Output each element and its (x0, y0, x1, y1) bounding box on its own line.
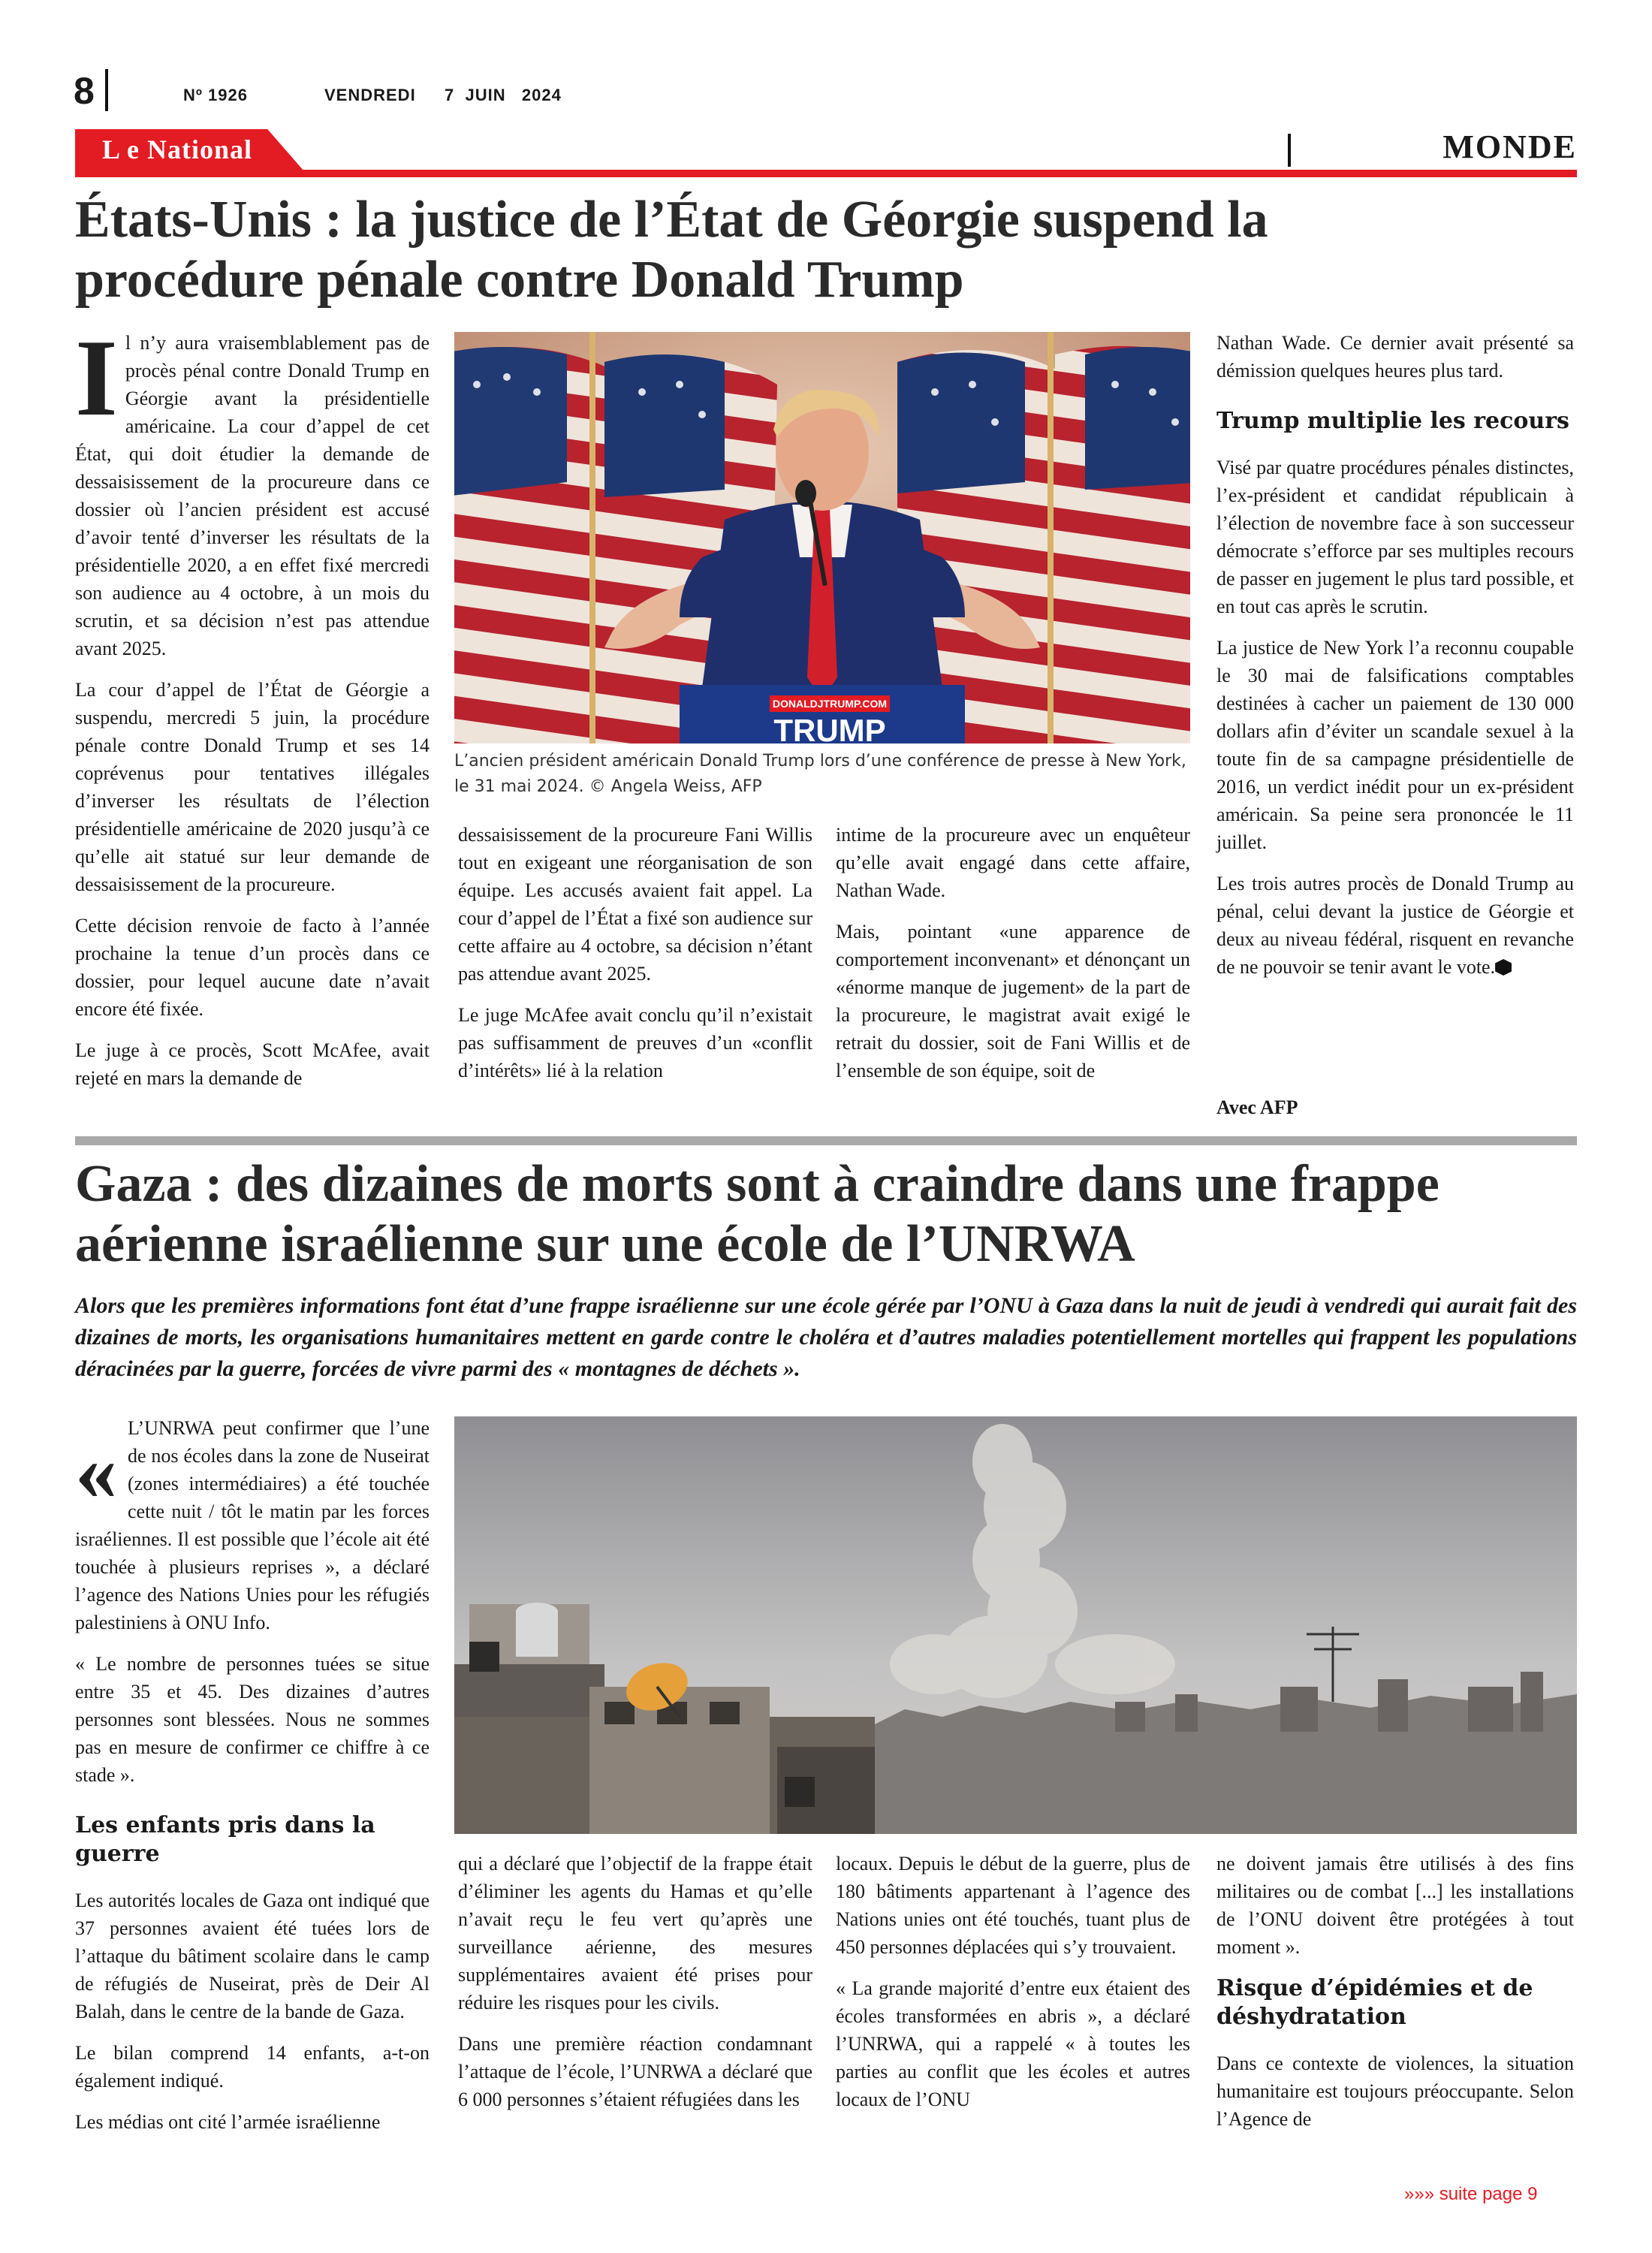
article1-c2-paragraph-1: dessaisissement de la procureure Fani Willis tout en exigeant une réorganisation de son équipe. Les accusés avaient fait appel. La cour d’appel de l’État a fixé son audience sur cette affaire au 4 octobre, sa décision n’étant pas attendue avant 2025. (458, 824, 812, 985)
article1-paragraph-1 (75, 317, 430, 662)
quote-cap: « (75, 1425, 117, 1518)
article1-c3-paragraph-2: Mais, pointant «une apparence de comportement inconvenant» et dénonçant un «énorme manque de jugement» de la part de la procureure, le magistrat avait exigé le retrait du dossier, soit de Fani Willis et de l’ensemble de son équipe, soit de (836, 921, 1190, 1081)
article2-paragraph-4: Le bilan comprend 14 enfants, a-t-on également indiqué. (75, 2042, 430, 2092)
page-number: 8 (74, 70, 95, 112)
article1-paragraph-4: Le juge à ce procès, Scott McAfee, avait rejeté en mars la demande de (75, 1039, 430, 1089)
article1-column-3 (836, 821, 1190, 1098)
article1-c4-paragraph-2: Visé par quatre procédures pénales distinctes, l’ex-président et candidat républicain à l’élection de novembre face à son successeur démocrate s’efforce par ses multiples recours de passer en jugement le plus tard possible, et en tout cas après le scrutin. (1216, 457, 1574, 617)
trump-photo-illustration (454, 332, 1190, 743)
article2-subhead-1: Les enfants pris dans la guerre (75, 1812, 375, 1867)
article1-paragraph-3: Cette décision renvoie de facto à l’année prochaine la tenue d’un procès dans ce dossier, pour lequel aucune date n’avait encore été fixée. (75, 915, 430, 1020)
article1-paragraph-1-text: l n’y aura vraisemblablement pas de procès pénal contre Donald Trump en Géorgie avant la présidentielle américaine. La cour d’appel de cet État, qui doit étudier la demande de dessaisissement de la procureure dans ce dossier où l’ancien président est accusé d’avoir tenté d’inverser les résultats de la présidentielle 2020, a en effet fixé mercredi son audience au 4 octobre, à un mois du scrutin, et sa décision n’est pas attendue avant 2025. (75, 332, 430, 659)
article2-paragraph-1 (75, 1414, 430, 1636)
article2-column-3 (836, 1850, 1190, 2127)
podium-name: TRUMP (773, 713, 886, 743)
article1-c3-paragraph-1: intime de la procureure avec un enquêteur qu’elle avait engagé dans cette affaire, Nathan Wade. (836, 824, 1190, 901)
header-rule (75, 170, 1577, 177)
article2-c3-paragraph-2: « La grande majorité d’entre eux étaient des écoles transformées en abris », a déclaré l’UNRWA, qui a rappelé « à toutes les parties au conflit que les écoles et autres locaux de l’ONU (836, 1977, 1190, 2110)
article1-column-4 (1216, 329, 1574, 994)
article2-c4-paragraph-1: ne doivent jamais être utilisés à des fins militaires ou de combat [...] les installations de l’ONU doivent être protégées à tout moment ». (1216, 1853, 1574, 1958)
gaza-photo-illustration (454, 1416, 1577, 1834)
article1-c4-paragraph-3: La justice de New York l’a reconnu coupable le 30 mai de falsifications comptables destinées à cacher un paiement de 130 000 dollars afin d’éviter un scandale sexuel à la toute fin de sa campagne présidentielle de 2016, un verdict inédit pour un ex-président américain. Sa peine sera prononcée le 11 juillet. (1216, 637, 1574, 853)
trump-press-conference-photo (454, 332, 1190, 743)
drop-cap: I (75, 317, 118, 439)
article1-paragraph-2: La cour d’appel de l’État de Géorgie a suspendu, mercredi 5 juin, la procédure pénale contre Donald Trump et ses 14 coprévenus pour tentatives illégales d’inverser les résultats de l’élection présidentielle américaine de 2020 jusqu’à ce qu’elle ait statué sur leur demande de dessaisissement de la procureure. (75, 679, 430, 895)
article2-column-2 (458, 1850, 812, 2127)
article1-column-2 (458, 821, 812, 1098)
article2-paragraph-3: Les autorités locales de Gaza ont indiqué que 37 personnes avaient été tuées lors de l’attaque du bâtiment scolaire dans le camp de réfugiés de Nuseirat, près de Deir Al Balah, dans le centre de la bande de Gaza. (75, 1890, 430, 2022)
issue-number: Nº 1926 (183, 86, 248, 104)
article1-headline-line1: États-Unis : la justice de l’État de Géorgie suspend la (75, 191, 1268, 249)
issue-date: 7 JUIN 2024 (445, 86, 562, 104)
podium-url: DONALDJTRUMP.COM (772, 698, 888, 710)
article1-headline-line2: procédure pénale contre Donald Trump (75, 251, 964, 309)
article1-c4-paragraph-1: Nathan Wade. Ce dernier avait présenté sa démission quelques heures plus tard. (1216, 332, 1574, 382)
section-label: MONDE (1442, 128, 1577, 165)
trump-photo-caption: L’ancien président américain Donald Trump lors d’une conférence de presse à New York, le 31 mai 2024. © Angela Weiss, AFP (454, 752, 1186, 796)
page-number-divider (105, 69, 108, 111)
issue-day: VENDREDI (324, 86, 416, 104)
article2-paragraph-5: Les médias ont cité l’armée israélienne (75, 2111, 381, 2133)
article2-headline-line2: aérienne israélienne sur une école de l’UNRWA (75, 1215, 1135, 1273)
gaza-strike-photo (454, 1416, 1577, 1834)
article2-c4-paragraph-2: Dans ce contexte de violences, la situation humanitaire est toujours préoccupante. Selon l’Agence de (1216, 2052, 1574, 2130)
article2-headline-line1: Gaza : des dizaines de morts sont à craindre dans une frappe (75, 1155, 1439, 1213)
article2-c3-paragraph-1: locaux. Depuis le début de la guerre, plus de 180 bâtiments appartenant à l’agence des Nations unies ont été touchés, tuant plus de 450 personnes déplacées qui s’y trouvaient. (836, 1853, 1190, 1958)
article2-c2-paragraph-1: qui a déclaré que l’objectif de la frappe était d’éliminer les agents du Hamas et qu’elle n’avait reçu le feu vert qu’après une surveillance aérienne, des mesures supplémentaires avaient été prises pour réduire les risques pour les civils. (458, 1853, 812, 2013)
article2-lede: Alors que les premières informations font état d’une frappe israélienne sur une école gérée par l’ONU à Gaza dans la nuit de jeudi à vendredi qui aurait fait des dizaines de morts, les organisations humanitaires mettent en garde contre le choléra et d’autres maladies potentiellement mortelles qui frappent les populations déracinées par la guerre, forcées de vivre parmi des « montagnes de déchets ». (75, 1293, 1577, 1381)
article1-c4-paragraph-4-text: Les trois autres procès de Donald Trump au pénal, celui devant la justice de Géorgie et deux au niveau fédéral, risquent en revanche de ne pouvoir se tenir avant le vote. (1216, 873, 1574, 978)
article2-c2-paragraph-2: Dans une première réaction condamnant l’attaque de l’école, l’UNRWA a déclaré que 6 000 personnes s’étaient réfugiées dans les (458, 2033, 812, 2110)
brand-name: L e National (102, 134, 253, 164)
article2-subhead-2: Risque d’épidémies et de déshydratation (1216, 1975, 1533, 2030)
article2-paragraph-1-text: L’UNRWA peut confirmer que l’une de nos écoles dans la zone de Nuseirat (zones intermédiaires) a été touchée cette nuit / tôt le matin par les forces israéliennes. Il est possible que l’école ait été touchée à plusieurs reprises », a déclaré l’agence des Nations Unies pour les réfugiés palestiniens à ONU Info. (75, 1417, 430, 1633)
article2-column-1 (75, 1414, 430, 2149)
article1-c4-paragraph-4 (1216, 870, 1574, 981)
article1-column-1 (75, 317, 430, 1105)
end-of-article-icon (1495, 959, 1512, 976)
article-divider (75, 1136, 1577, 1145)
continued-on-page-link[interactable]: »»» suite page 9 (1404, 2184, 1538, 2204)
article2-column-4 (1216, 1850, 1574, 2146)
article1-byline: Avec AFP (1216, 1096, 1298, 1118)
article1-subhead: Trump multiplie les recours (1216, 408, 1569, 434)
article1-c2-paragraph-2: Le juge McAfee avait conclu qu’il n’existait pas suffisamment de preuves d’un «conflit d’intérêts» lié à la relation (458, 1004, 812, 1081)
section-divider (1288, 134, 1291, 167)
article2-paragraph-2: « Le nombre de personnes tuées se situe entre 35 et 45. Des dizaines d’autres personnes sont blessées. Nous ne sommes pas en mesure de confirmer ce chiffre à ce stade ». (75, 1653, 430, 1786)
